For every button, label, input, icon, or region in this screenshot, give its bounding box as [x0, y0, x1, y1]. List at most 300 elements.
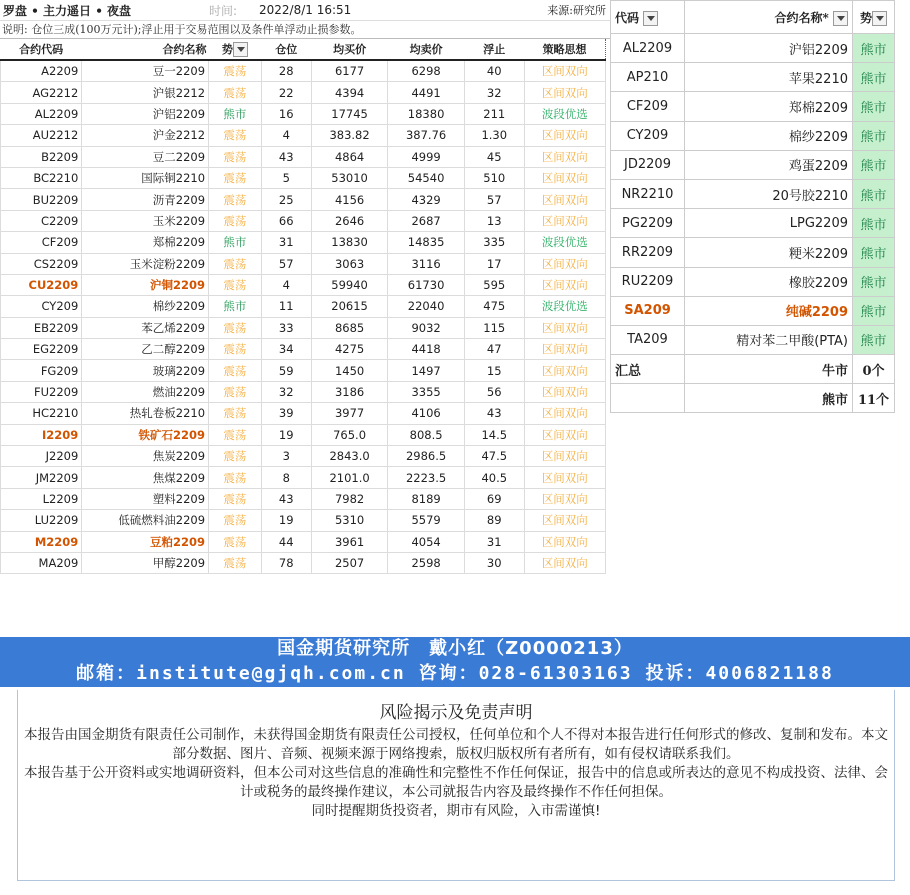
cell-position: 32 — [261, 381, 311, 402]
bear-table-row — [611, 296, 895, 325]
cell-name: 苯乙烯2209 — [82, 317, 209, 338]
side-cell-code: NR2210 — [611, 179, 685, 208]
cell-avg-buy: 3186 — [311, 381, 388, 402]
bear-table-row — [611, 209, 895, 238]
cell-name: 棉纱2209 — [82, 296, 209, 317]
cell-trend: 震荡 — [209, 360, 262, 381]
bear-count: 11个 — [853, 384, 895, 413]
side-cell-code: AP210 — [611, 63, 685, 92]
col-header-trend-label: 势 — [221, 42, 233, 56]
main-panel — [0, 0, 610, 574]
cell-code: BC2210 — [1, 167, 82, 188]
cell-float-stop: 89 — [464, 510, 524, 531]
cell-code: EB2209 — [1, 317, 82, 338]
cell-trend: 震荡 — [209, 403, 262, 424]
cell-avg-buy: 383.82 — [311, 125, 388, 146]
cell-avg-buy: 4864 — [311, 146, 388, 167]
col-header-buy: 均买价 — [311, 39, 388, 60]
side-cell-code: RU2209 — [611, 267, 685, 296]
cell-trend: 震荡 — [209, 424, 262, 445]
cell-avg-sell: 4054 — [388, 531, 465, 552]
cell-name: 豆粕2209 — [82, 531, 209, 552]
cell-avg-buy: 59940 — [311, 274, 388, 295]
table-row — [1, 274, 606, 295]
cell-position: 16 — [261, 103, 311, 124]
cell-float-stop: 31 — [464, 531, 524, 552]
cell-float-stop: 40 — [464, 60, 524, 82]
table-row — [1, 296, 606, 317]
table-row — [1, 60, 606, 82]
disclaimer-box — [17, 690, 895, 881]
cell-float-stop: 211 — [464, 103, 524, 124]
cell-code: AU2212 — [1, 125, 82, 146]
cell-strategy: 区间双向 — [524, 317, 605, 338]
cell-trend: 熊市 — [209, 103, 262, 124]
cell-strategy: 区间双向 — [524, 381, 605, 402]
cell-float-stop: 15 — [464, 360, 524, 381]
table-row — [1, 82, 606, 103]
cell-trend: 震荡 — [209, 60, 262, 82]
cell-name: 玉米2209 — [82, 210, 209, 231]
cell-position: 34 — [261, 339, 311, 360]
cell-position: 39 — [261, 403, 311, 424]
side-cell-trend: 熊市 — [853, 92, 895, 121]
side-cell-trend: 熊市 — [853, 267, 895, 296]
cell-code: MA209 — [1, 552, 82, 573]
cell-code: M2209 — [1, 531, 82, 552]
disclaimer-paragraph-3: 同时提醒期货投资者，期市有风险，入市需谨慎! — [311, 803, 601, 819]
bull-count: 0个 — [853, 355, 895, 384]
banner-contact: 邮箱：institute@gjqh.com.cn 咨询：028-61303163 投诉：4006821188 — [76, 663, 834, 684]
cell-position: 43 — [261, 146, 311, 167]
bear-table — [610, 0, 895, 413]
cell-trend: 震荡 — [209, 125, 262, 146]
cell-strategy: 区间双向 — [524, 446, 605, 467]
cell-strategy: 区间双向 — [524, 274, 605, 295]
bear-table-row — [611, 121, 895, 150]
cell-avg-buy: 7982 — [311, 488, 388, 509]
cell-trend: 震荡 — [209, 317, 262, 338]
cell-strategy: 区间双向 — [524, 360, 605, 381]
cell-float-stop: 14.5 — [464, 424, 524, 445]
cell-code: JM2209 — [1, 467, 82, 488]
contracts-table — [0, 39, 606, 574]
table-row — [1, 339, 606, 360]
side-cell-trend: 熊市 — [853, 209, 895, 238]
cell-name: 沪银2212 — [82, 82, 209, 103]
cell-position: 59 — [261, 360, 311, 381]
cell-avg-sell: 9032 — [388, 317, 465, 338]
cell-avg-sell: 3116 — [388, 253, 465, 274]
cell-avg-sell: 387.76 — [388, 125, 465, 146]
cell-float-stop: 47.5 — [464, 446, 524, 467]
cell-avg-buy: 3961 — [311, 531, 388, 552]
cell-trend: 震荡 — [209, 552, 262, 573]
cell-avg-buy: 8685 — [311, 317, 388, 338]
cell-code: A2209 — [1, 60, 82, 82]
cell-code: FU2209 — [1, 381, 82, 402]
cell-position: 5 — [261, 167, 311, 188]
cell-strategy: 区间双向 — [524, 488, 605, 509]
cell-avg-buy: 53010 — [311, 167, 388, 188]
cell-code: LU2209 — [1, 510, 82, 531]
contracts-table-body — [1, 60, 606, 574]
cell-strategy: 区间双向 — [524, 167, 605, 188]
table-row — [1, 167, 606, 188]
cell-trend: 震荡 — [209, 274, 262, 295]
side-col-code-label: 代码 — [615, 10, 640, 25]
cell-avg-sell: 5579 — [388, 510, 465, 531]
cell-strategy: 波段优选 — [524, 232, 605, 253]
side-cell-code: AL2209 — [611, 34, 685, 63]
table-row — [1, 232, 606, 253]
bear-table-row — [611, 92, 895, 121]
cell-strategy: 区间双向 — [524, 424, 605, 445]
side-cell-code: TA209 — [611, 325, 685, 354]
filter-dropdown-icon[interactable] — [643, 11, 658, 26]
side-cell-name: 郑棉2209 — [685, 92, 853, 121]
cell-name: 铁矿石2209 — [82, 424, 209, 445]
time-value: 2022/8/1 16:51 — [259, 3, 352, 17]
cell-avg-buy: 3063 — [311, 253, 388, 274]
cell-trend: 震荡 — [209, 510, 262, 531]
cell-name: 玻璃2209 — [82, 360, 209, 381]
cell-code: I2209 — [1, 424, 82, 445]
cell-strategy: 区间双向 — [524, 339, 605, 360]
cell-name: 国际铜2210 — [82, 167, 209, 188]
bear-table-row — [611, 267, 895, 296]
disclaimer-title: 风险揭示及免责声明 — [379, 703, 533, 723]
cell-name: 郑棉2209 — [82, 232, 209, 253]
col-header-stop: 浮止 — [464, 39, 524, 60]
cell-position: 19 — [261, 510, 311, 531]
table-row — [1, 103, 606, 124]
table-row — [1, 552, 606, 573]
side-cell-code: CY209 — [611, 121, 685, 150]
summary-empty — [611, 384, 685, 413]
side-cell-name: 沪铝2209 — [685, 34, 853, 63]
cell-name: 沪金2212 — [82, 125, 209, 146]
cell-position: 31 — [261, 232, 311, 253]
bear-table-header — [611, 1, 895, 34]
table-row — [1, 189, 606, 210]
col-header-code: 合约代码 — [1, 39, 82, 60]
cell-avg-sell: 4999 — [388, 146, 465, 167]
cell-name: 低硫燃料油2209 — [82, 510, 209, 531]
cell-position: 4 — [261, 125, 311, 146]
side-cell-trend: 熊市 — [853, 238, 895, 267]
report-header — [0, 0, 610, 21]
side-cell-trend: 熊市 — [853, 121, 895, 150]
cell-position: 25 — [261, 189, 311, 210]
side-cell-code: CF209 — [611, 92, 685, 121]
table-row — [1, 467, 606, 488]
cell-trend: 震荡 — [209, 253, 262, 274]
cell-float-stop: 510 — [464, 167, 524, 188]
cell-name: 沪铜2209 — [82, 274, 209, 295]
cell-name: 沪铝2209 — [82, 103, 209, 124]
cell-trend: 熊市 — [209, 232, 262, 253]
cell-float-stop: 475 — [464, 296, 524, 317]
cell-position: 43 — [261, 488, 311, 509]
bear-table-row — [611, 325, 895, 354]
cell-position: 22 — [261, 82, 311, 103]
bull-label: 牛市 — [685, 355, 853, 384]
cell-avg-sell: 6298 — [388, 60, 465, 82]
col-header-sell: 均卖价 — [388, 39, 465, 60]
cell-position: 66 — [261, 210, 311, 231]
cell-position: 33 — [261, 317, 311, 338]
cell-avg-buy: 2101.0 — [311, 467, 388, 488]
cell-avg-sell: 4491 — [388, 82, 465, 103]
disclaimer-paragraph-1: 本报告由国金期货有限责任公司制作，未获得国金期货有限责任公司授权，任何单位和个人不得对本报告进行任何形式的修改、复制和发布。本文部分数据、图片、音频、视频来源于网络搜索，版权归版权所有者所有，如有侵权请联系我们。 — [24, 727, 888, 762]
cell-avg-sell: 4329 — [388, 189, 465, 210]
bear-table-row — [611, 150, 895, 179]
side-cell-name: 纯碱2209 — [685, 296, 853, 325]
cell-code: FG209 — [1, 360, 82, 381]
table-row — [1, 210, 606, 231]
filter-dropdown-icon[interactable] — [233, 42, 248, 57]
table-row — [1, 125, 606, 146]
table-row — [1, 488, 606, 509]
cell-position: 78 — [261, 552, 311, 573]
sort-dropdown-icon[interactable] — [833, 11, 848, 26]
cell-code: BU2209 — [1, 189, 82, 210]
cell-strategy: 波段优选 — [524, 103, 605, 124]
col-header-strategy: 策略思想 — [524, 39, 605, 60]
cell-float-stop: 595 — [464, 274, 524, 295]
cell-trend: 震荡 — [209, 339, 262, 360]
cell-avg-sell: 4106 — [388, 403, 465, 424]
side-cell-trend: 熊市 — [853, 325, 895, 354]
table-row — [1, 381, 606, 402]
bear-label: 熊市 — [685, 384, 853, 413]
cell-strategy: 区间双向 — [524, 146, 605, 167]
cell-avg-sell: 808.5 — [388, 424, 465, 445]
time-label: 时间: — [209, 3, 238, 18]
cell-float-stop: 335 — [464, 232, 524, 253]
side-cell-name: 粳米2209 — [685, 238, 853, 267]
cell-float-stop: 56 — [464, 381, 524, 402]
cell-avg-sell: 54540 — [388, 167, 465, 188]
cell-code: J2209 — [1, 446, 82, 467]
cell-position: 11 — [261, 296, 311, 317]
cell-float-stop: 57 — [464, 189, 524, 210]
bear-table-row — [611, 238, 895, 267]
cell-float-stop: 69 — [464, 488, 524, 509]
cell-float-stop: 45 — [464, 146, 524, 167]
cell-position: 57 — [261, 253, 311, 274]
side-cell-name: 鸡蛋2209 — [685, 150, 853, 179]
cell-avg-sell: 4418 — [388, 339, 465, 360]
cell-name: 乙二醇2209 — [82, 339, 209, 360]
cell-name: 热轧卷板2210 — [82, 403, 209, 424]
cell-strategy: 波段优选 — [524, 296, 605, 317]
cell-trend: 震荡 — [209, 167, 262, 188]
cell-float-stop: 115 — [464, 317, 524, 338]
side-cell-code: PG2209 — [611, 209, 685, 238]
cell-float-stop: 17 — [464, 253, 524, 274]
table-header-row — [1, 39, 606, 60]
disclaimer-paragraph-2: 本报告基于公开资料或实地调研资料，但本公司对这些信息的准确性和完整性不作任何保证，报告中的信息或所表达的意见不构成投资、法律、会计或税务的最终操作建议，本公司就报告内容及最终操作不作任何担保。 — [24, 765, 888, 800]
cell-strategy: 区间双向 — [524, 125, 605, 146]
cell-code: B2209 — [1, 146, 82, 167]
cell-avg-buy: 765.0 — [311, 424, 388, 445]
bear-table-row — [611, 179, 895, 208]
cell-position: 3 — [261, 446, 311, 467]
side-cell-code: SA209 — [611, 296, 685, 325]
summary-bear-row — [611, 384, 895, 413]
cell-avg-sell: 2598 — [388, 552, 465, 573]
cell-avg-buy: 2507 — [311, 552, 388, 573]
cell-position: 4 — [261, 274, 311, 295]
summary-section — [611, 355, 895, 413]
cell-avg-sell: 3355 — [388, 381, 465, 402]
side-cell-code: RR2209 — [611, 238, 685, 267]
side-cell-trend: 熊市 — [853, 34, 895, 63]
cell-strategy: 区间双向 — [524, 531, 605, 552]
cell-name: 豆二2209 — [82, 146, 209, 167]
cell-trend: 震荡 — [209, 446, 262, 467]
cell-avg-sell: 18380 — [388, 103, 465, 124]
table-row — [1, 424, 606, 445]
cell-code: AG2212 — [1, 82, 82, 103]
cell-position: 8 — [261, 467, 311, 488]
cell-strategy: 区间双向 — [524, 60, 605, 82]
cell-trend: 震荡 — [209, 210, 262, 231]
cell-code: CF209 — [1, 232, 82, 253]
cell-avg-sell: 8189 — [388, 488, 465, 509]
contact-banner — [0, 637, 910, 687]
cell-name: 焦煤2209 — [82, 467, 209, 488]
table-row — [1, 253, 606, 274]
cell-float-stop: 32 — [464, 82, 524, 103]
cell-trend: 震荡 — [209, 467, 262, 488]
cell-position: 19 — [261, 424, 311, 445]
side-col-name[interactable] — [685, 1, 853, 34]
cell-strategy: 区间双向 — [524, 189, 605, 210]
bear-table-row — [611, 34, 895, 63]
cell-name: 塑料2209 — [82, 488, 209, 509]
cell-avg-buy: 17745 — [311, 103, 388, 124]
cell-name: 豆一2209 — [82, 60, 209, 82]
side-cell-trend: 熊市 — [853, 63, 895, 92]
side-cell-trend: 熊市 — [853, 150, 895, 179]
side-cell-code: JD2209 — [611, 150, 685, 179]
cell-avg-sell: 14835 — [388, 232, 465, 253]
note-text: 说明: 仓位三成(100万元计);浮止用于交易范围以及条件单浮动止损参数。 — [0, 21, 610, 39]
side-cell-name: 精对苯二甲酸(PTA) — [685, 325, 853, 354]
cell-avg-buy: 6177 — [311, 60, 388, 82]
cell-name: 焦炭2209 — [82, 446, 209, 467]
bear-panel — [610, 0, 894, 413]
cell-trend: 震荡 — [209, 488, 262, 509]
side-col-trend-label: 势 — [859, 10, 872, 25]
cell-avg-buy: 2646 — [311, 210, 388, 231]
cell-trend: 熊市 — [209, 296, 262, 317]
cell-avg-buy: 3977 — [311, 403, 388, 424]
side-cell-name: 棉纱2209 — [685, 121, 853, 150]
cell-float-stop: 13 — [464, 210, 524, 231]
cell-float-stop: 1.30 — [464, 125, 524, 146]
cell-float-stop: 40.5 — [464, 467, 524, 488]
cell-code: CS2209 — [1, 253, 82, 274]
table-row — [1, 531, 606, 552]
col-header-pos: 仓位 — [261, 39, 311, 60]
table-row — [1, 403, 606, 424]
cell-strategy: 区间双向 — [524, 552, 605, 573]
cell-float-stop: 30 — [464, 552, 524, 573]
bear-table-body — [611, 34, 895, 355]
cell-avg-buy: 4156 — [311, 189, 388, 210]
cell-trend: 震荡 — [209, 82, 262, 103]
side-col-code[interactable] — [611, 1, 685, 34]
cell-strategy: 区间双向 — [524, 467, 605, 488]
cell-strategy: 区间双向 — [524, 210, 605, 231]
side-col-name-label: 合约名称* — [774, 10, 829, 25]
bear-table-row — [611, 63, 895, 92]
cell-name: 沥青2209 — [82, 189, 209, 210]
cell-avg-buy: 4275 — [311, 339, 388, 360]
side-col-trend[interactable] — [853, 1, 895, 34]
cell-trend: 震荡 — [209, 146, 262, 167]
side-cell-trend: 熊市 — [853, 179, 895, 208]
table-row — [1, 446, 606, 467]
banner-author: 国金期货研究所 戴小红（Z0000213） — [277, 638, 633, 659]
cell-avg-buy: 4394 — [311, 82, 388, 103]
cell-code: CU2209 — [1, 274, 82, 295]
cell-code: C2209 — [1, 210, 82, 231]
cell-avg-buy: 2843.0 — [311, 446, 388, 467]
cell-float-stop: 47 — [464, 339, 524, 360]
cell-strategy: 区间双向 — [524, 403, 605, 424]
cell-strategy: 区间双向 — [524, 82, 605, 103]
side-cell-name: 橡胶2209 — [685, 267, 853, 296]
side-cell-name: 苹果2210 — [685, 63, 853, 92]
cell-trend: 震荡 — [209, 531, 262, 552]
cell-code: EG2209 — [1, 339, 82, 360]
cell-avg-buy: 1450 — [311, 360, 388, 381]
report-title: 罗盘 • 主力遥日 • 夜盘 — [3, 3, 132, 18]
cell-avg-sell: 2986.5 — [388, 446, 465, 467]
cell-float-stop: 43 — [464, 403, 524, 424]
cell-code: HC2210 — [1, 403, 82, 424]
summary-label: 汇总 — [611, 355, 685, 384]
col-header-name: 合约名称 — [82, 39, 209, 60]
table-row — [1, 317, 606, 338]
cell-avg-buy: 5310 — [311, 510, 388, 531]
col-header-trend[interactable] — [209, 39, 262, 60]
cell-name: 燃油2209 — [82, 381, 209, 402]
cell-avg-buy: 13830 — [311, 232, 388, 253]
cell-avg-sell: 1497 — [388, 360, 465, 381]
cell-avg-sell: 2687 — [388, 210, 465, 231]
cell-strategy: 区间双向 — [524, 510, 605, 531]
cell-name: 玉米淀粉2209 — [82, 253, 209, 274]
filter-active-icon[interactable] — [872, 11, 887, 26]
side-cell-trend: 熊市 — [853, 296, 895, 325]
cell-avg-buy: 20615 — [311, 296, 388, 317]
summary-bull-row — [611, 355, 895, 384]
cell-code: L2209 — [1, 488, 82, 509]
cell-code: AL2209 — [1, 103, 82, 124]
cell-trend: 震荡 — [209, 189, 262, 210]
cell-position: 28 — [261, 60, 311, 82]
source-label: 来源:研究所 — [547, 4, 606, 17]
cell-avg-sell: 61730 — [388, 274, 465, 295]
side-cell-name: LPG2209 — [685, 209, 853, 238]
cell-name: 甲醇2209 — [82, 552, 209, 573]
